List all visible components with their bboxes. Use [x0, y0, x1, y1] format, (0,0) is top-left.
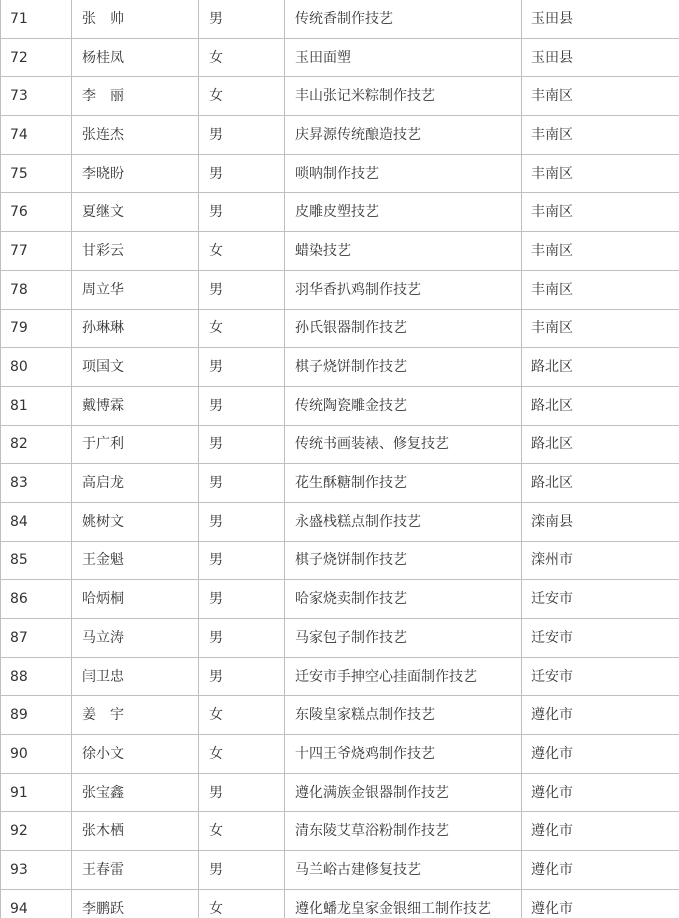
row-sex: 男: [199, 193, 285, 232]
row-area: 丰南区: [522, 193, 679, 232]
row-name: 戴博霖: [72, 386, 199, 425]
table-row: [1, 541, 679, 580]
row-number: 79: [1, 309, 72, 348]
table-row: [1, 193, 679, 232]
row-item: 传统书画装裱、修复技艺: [285, 425, 522, 464]
row-name: 杨桂凤: [72, 38, 199, 77]
row-area: 遵化市: [522, 889, 679, 918]
row-number: 80: [1, 348, 72, 387]
table-row: [1, 580, 679, 619]
row-area: 遵化市: [522, 735, 679, 774]
row-sex: 男: [199, 464, 285, 503]
row-area: 遵化市: [522, 812, 679, 851]
row-number: 86: [1, 580, 72, 619]
row-sex: 女: [199, 77, 285, 116]
row-sex: 男: [199, 541, 285, 580]
row-area: 路北区: [522, 348, 679, 387]
row-sex: 男: [199, 851, 285, 890]
row-area: 丰南区: [522, 154, 679, 193]
row-item: 东陵皇家糕点制作技艺: [285, 696, 522, 735]
row-item: 迁安市手抻空心挂面制作技艺: [285, 657, 522, 696]
row-area: 迁安市: [522, 657, 679, 696]
row-name: 李晓盼: [72, 154, 199, 193]
row-sex: 男: [199, 0, 285, 38]
row-area: 丰南区: [522, 116, 679, 155]
row-item: 孙氏银器制作技艺: [285, 309, 522, 348]
row-name: 徐小文: [72, 735, 199, 774]
row-area: 迁安市: [522, 619, 679, 658]
row-number: 94: [1, 889, 72, 918]
row-area: 遵化市: [522, 851, 679, 890]
row-number: 82: [1, 425, 72, 464]
row-item: 唢呐制作技艺: [285, 154, 522, 193]
row-number: 91: [1, 773, 72, 812]
row-item: 棋子烧饼制作技艺: [285, 348, 522, 387]
table-row: [1, 348, 679, 387]
table-row: [1, 889, 679, 918]
row-number: 76: [1, 193, 72, 232]
row-sex: 男: [199, 348, 285, 387]
row-item: 庆昇源传统酿造技艺: [285, 116, 522, 155]
row-name: 张 帅: [72, 0, 199, 38]
row-name: 闫卫忠: [72, 657, 199, 696]
row-number: 90: [1, 735, 72, 774]
row-area: 玉田县: [522, 0, 679, 38]
table-row: [1, 464, 679, 503]
table-row: [1, 657, 679, 696]
table-row: [1, 77, 679, 116]
row-item: 皮雕皮塑技艺: [285, 193, 522, 232]
row-name: 姚树文: [72, 502, 199, 541]
row-item: 花生酥糖制作技艺: [285, 464, 522, 503]
row-name: 周立华: [72, 270, 199, 309]
row-number: 74: [1, 116, 72, 155]
row-item: 丰山张记米粽制作技艺: [285, 77, 522, 116]
table-row: [1, 232, 679, 271]
row-item: 马兰峪古建修复技艺: [285, 851, 522, 890]
row-item: 马家包子制作技艺: [285, 619, 522, 658]
row-item: 遵化满族金银器制作技艺: [285, 773, 522, 812]
table-row: [1, 425, 679, 464]
row-sex: 男: [199, 425, 285, 464]
row-number: 92: [1, 812, 72, 851]
row-name: 甘彩云: [72, 232, 199, 271]
row-number: 93: [1, 851, 72, 890]
row-name: 于广利: [72, 425, 199, 464]
row-name: 高启龙: [72, 464, 199, 503]
row-area: 丰南区: [522, 309, 679, 348]
table-row: [1, 812, 679, 851]
row-item: 哈家烧卖制作技艺: [285, 580, 522, 619]
row-sex: 男: [199, 619, 285, 658]
row-item: 蜡染技艺: [285, 232, 522, 271]
row-name: 张连杰: [72, 116, 199, 155]
row-sex: 女: [199, 309, 285, 348]
row-name: 姜 宇: [72, 696, 199, 735]
row-sex: 男: [199, 386, 285, 425]
row-area: 遵化市: [522, 773, 679, 812]
table-row: [1, 116, 679, 155]
row-number: 71: [1, 0, 72, 38]
row-number: 85: [1, 541, 72, 580]
row-area: 滦州市: [522, 541, 679, 580]
row-item: 传统陶瓷雕金技艺: [285, 386, 522, 425]
row-name: 王金魁: [72, 541, 199, 580]
table-row: [1, 309, 679, 348]
table-row: [1, 735, 679, 774]
table-row: [1, 154, 679, 193]
row-name: 马立涛: [72, 619, 199, 658]
row-name: 王春雷: [72, 851, 199, 890]
row-sex: 男: [199, 154, 285, 193]
row-name: 夏继文: [72, 193, 199, 232]
row-sex: 男: [199, 657, 285, 696]
table-row: [1, 386, 679, 425]
row-sex: 女: [199, 889, 285, 918]
row-area: 滦南县: [522, 502, 679, 541]
row-name: 李鹏跃: [72, 889, 199, 918]
row-item: 羽华香扒鸡制作技艺: [285, 270, 522, 309]
table-row: [1, 773, 679, 812]
row-number: 83: [1, 464, 72, 503]
row-area: 路北区: [522, 425, 679, 464]
row-name: 孙琳琳: [72, 309, 199, 348]
row-sex: 男: [199, 270, 285, 309]
row-number: 78: [1, 270, 72, 309]
row-sex: 女: [199, 735, 285, 774]
row-item: 永盛栈糕点制作技艺: [285, 502, 522, 541]
row-sex: 男: [199, 116, 285, 155]
table-row: [1, 502, 679, 541]
row-number: 84: [1, 502, 72, 541]
row-item: 遵化蟠龙皇家金银细工制作技艺: [285, 889, 522, 918]
row-area: 丰南区: [522, 232, 679, 271]
row-number: 77: [1, 232, 72, 271]
row-number: 88: [1, 657, 72, 696]
row-number: 73: [1, 77, 72, 116]
table-row: [1, 851, 679, 890]
row-number: 75: [1, 154, 72, 193]
row-name: 哈炳桐: [72, 580, 199, 619]
row-name: 李 丽: [72, 77, 199, 116]
row-number: 81: [1, 386, 72, 425]
row-area: 玉田县: [522, 38, 679, 77]
row-area: 路北区: [522, 464, 679, 503]
row-item: 棋子烧饼制作技艺: [285, 541, 522, 580]
row-area: 路北区: [522, 386, 679, 425]
table-row: [1, 619, 679, 658]
row-name: 张宝鑫: [72, 773, 199, 812]
row-name: 张木栖: [72, 812, 199, 851]
table-row: [1, 270, 679, 309]
row-item: 传统香制作技艺: [285, 0, 522, 38]
table-row: [1, 0, 679, 38]
table-body: [1, 0, 679, 918]
table-row: [1, 696, 679, 735]
row-area: 迁安市: [522, 580, 679, 619]
row-number: 72: [1, 38, 72, 77]
row-item: 玉田面塑: [285, 38, 522, 77]
row-sex: 男: [199, 773, 285, 812]
row-area: 丰南区: [522, 77, 679, 116]
row-item: 清东陵艾草浴粉制作技艺: [285, 812, 522, 851]
row-sex: 女: [199, 696, 285, 735]
row-sex: 男: [199, 502, 285, 541]
row-item: 十四王爷烧鸡制作技艺: [285, 735, 522, 774]
row-number: 89: [1, 696, 72, 735]
row-sex: 女: [199, 232, 285, 271]
table-row: [1, 38, 679, 77]
row-sex: 男: [199, 580, 285, 619]
row-name: 项国文: [72, 348, 199, 387]
row-area: 丰南区: [522, 270, 679, 309]
row-sex: 女: [199, 38, 285, 77]
row-sex: 女: [199, 812, 285, 851]
row-area: 遵化市: [522, 696, 679, 735]
row-number: 87: [1, 619, 72, 658]
